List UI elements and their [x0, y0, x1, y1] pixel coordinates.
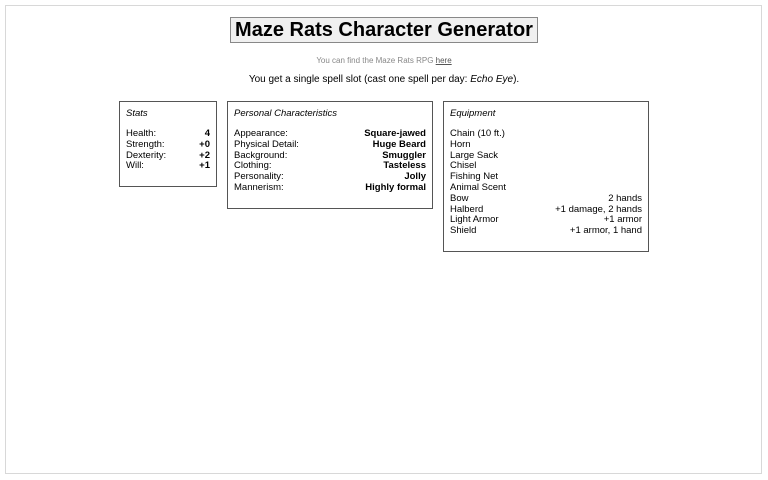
equipment-row: [450, 226, 642, 237]
stats-value: +1: [199, 160, 210, 172]
equipment-label: Shield: [450, 225, 477, 237]
equipment-panel: [443, 101, 649, 252]
personal-row: [234, 183, 426, 194]
personal-row: [234, 140, 426, 151]
personal-value: Smuggler: [382, 149, 426, 161]
spell-line: [0, 74, 768, 86]
stats-row: [126, 140, 210, 151]
equipment-row: [450, 129, 642, 140]
equipment-label: Fishing Net: [450, 171, 499, 183]
equipment-label: Chisel: [450, 160, 477, 172]
spell-prefix: You get a single spell slot (cast one spell per day:: [248, 74, 471, 85]
personal-value: Highly formal: [365, 181, 426, 193]
equipment-value: +1 damage, 2 hands: [555, 203, 642, 215]
personal-label: Clothing:: [234, 160, 272, 172]
personal-value: Huge Beard: [372, 138, 426, 150]
spell-name: Echo Eye: [470, 74, 514, 85]
equipment-row: [450, 151, 642, 162]
equipment-label: Large Sack: [450, 149, 499, 161]
equipment-row: [450, 194, 642, 205]
stats-row: [126, 161, 210, 172]
rpg-link[interactable]: here: [435, 56, 452, 65]
personal-value: Jolly: [404, 171, 426, 183]
personal-heading: Personal Characteristics: [234, 108, 337, 119]
equipment-label: Animal Scent: [450, 181, 506, 193]
equipment-label: Light Armor: [450, 214, 499, 226]
personal-label: Personality:: [234, 171, 284, 183]
subtitle: [0, 56, 768, 66]
equipment-value: +1 armor: [603, 214, 642, 226]
stats-label: Health:: [126, 128, 157, 139]
personal-label: Mannerism:: [234, 181, 284, 193]
personal-label: Physical Detail:: [234, 138, 299, 150]
stats-label: Dexterity:: [126, 149, 167, 161]
stats-value: +2: [199, 149, 210, 161]
equipment-label: Bow: [450, 192, 469, 204]
title-container: [0, 17, 768, 43]
stats-value: +0: [199, 138, 210, 150]
stats-label: Strength:: [126, 138, 165, 150]
personal-label: Background:: [234, 149, 288, 161]
stats-label: Will:: [126, 160, 144, 172]
equipment-row: [450, 140, 642, 151]
equipment-value: 2 hands: [608, 192, 642, 204]
equipment-label: Horn: [450, 138, 471, 150]
stats-panel: [119, 101, 217, 187]
generate-title-button[interactable]: Maze Rats Character Generator: [230, 17, 538, 43]
personal-value: Tasteless: [383, 160, 426, 172]
equipment-heading: Equipment: [450, 108, 496, 119]
personal-value: Square-jawed: [364, 128, 426, 139]
personal-panel: [227, 101, 433, 209]
equipment-label: Halberd: [450, 203, 484, 215]
spell-suffix: ).: [513, 74, 520, 85]
personal-label: Appearance:: [234, 128, 288, 139]
subtitle-text: You can find the Maze Rats RPG: [316, 56, 436, 65]
stats-heading: Stats: [126, 108, 148, 119]
equipment-label: Chain (10 ft.): [450, 128, 505, 139]
equipment-value: +1 armor, 1 hand: [569, 225, 642, 237]
stats-value: 4: [204, 128, 210, 139]
